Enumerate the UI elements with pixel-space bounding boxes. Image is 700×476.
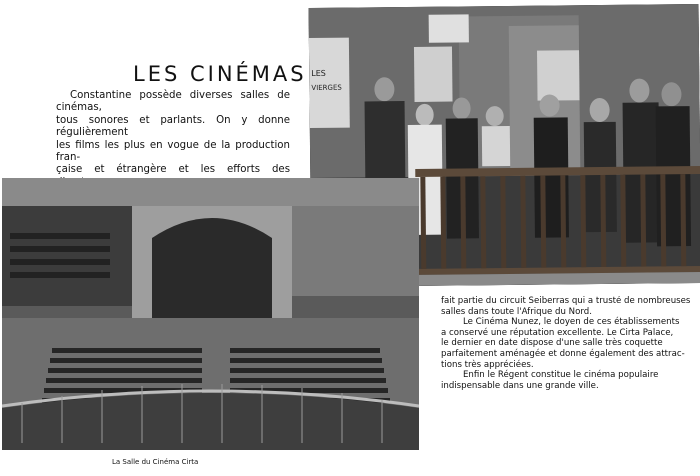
- intro-line: les films les plus en vogue de la production fran-: [56, 139, 290, 164]
- text-line: parfaitement aménagée et donne également des attrac-: [441, 348, 685, 359]
- text-line: Enfin le Régent constitue le cinéma populaire: [463, 370, 659, 381]
- continued-paragraph: [441, 296, 700, 391]
- text-line: fait partie du circuit Seiberras qui a trusté de nombreuses: [441, 296, 691, 306]
- text-line: tions très appréciées.: [441, 359, 534, 370]
- photo-cinema-hall: [2, 178, 419, 450]
- intro-line: tous sonores et parlants. On y donne régulièrement: [56, 114, 290, 139]
- text-line: le dernier en date dispose d'une salle très coquette: [441, 338, 663, 349]
- poster-text: LES: [311, 68, 326, 79]
- text-line: Le Cinéma Nunez, le doyen de ces établissements: [463, 317, 680, 328]
- text-line: a conservé une réputation excellente. Le Cirta Palace,: [441, 327, 674, 338]
- intro-line: Constantine possède diverses salles de cinémas,: [56, 90, 290, 114]
- intro-line: çaise et étrangère et les efforts des: [56, 164, 290, 176]
- page-title: LES CINÉMAS: [133, 62, 307, 86]
- poster-text: VIERGES: [311, 83, 342, 93]
- text-line: salles dans toute l'Afrique du Nord.: [441, 306, 592, 317]
- text-line: indispensable dans une grande ville.: [441, 380, 599, 391]
- photo-caption: La Salle du Cinéma Cirta: [112, 458, 199, 466]
